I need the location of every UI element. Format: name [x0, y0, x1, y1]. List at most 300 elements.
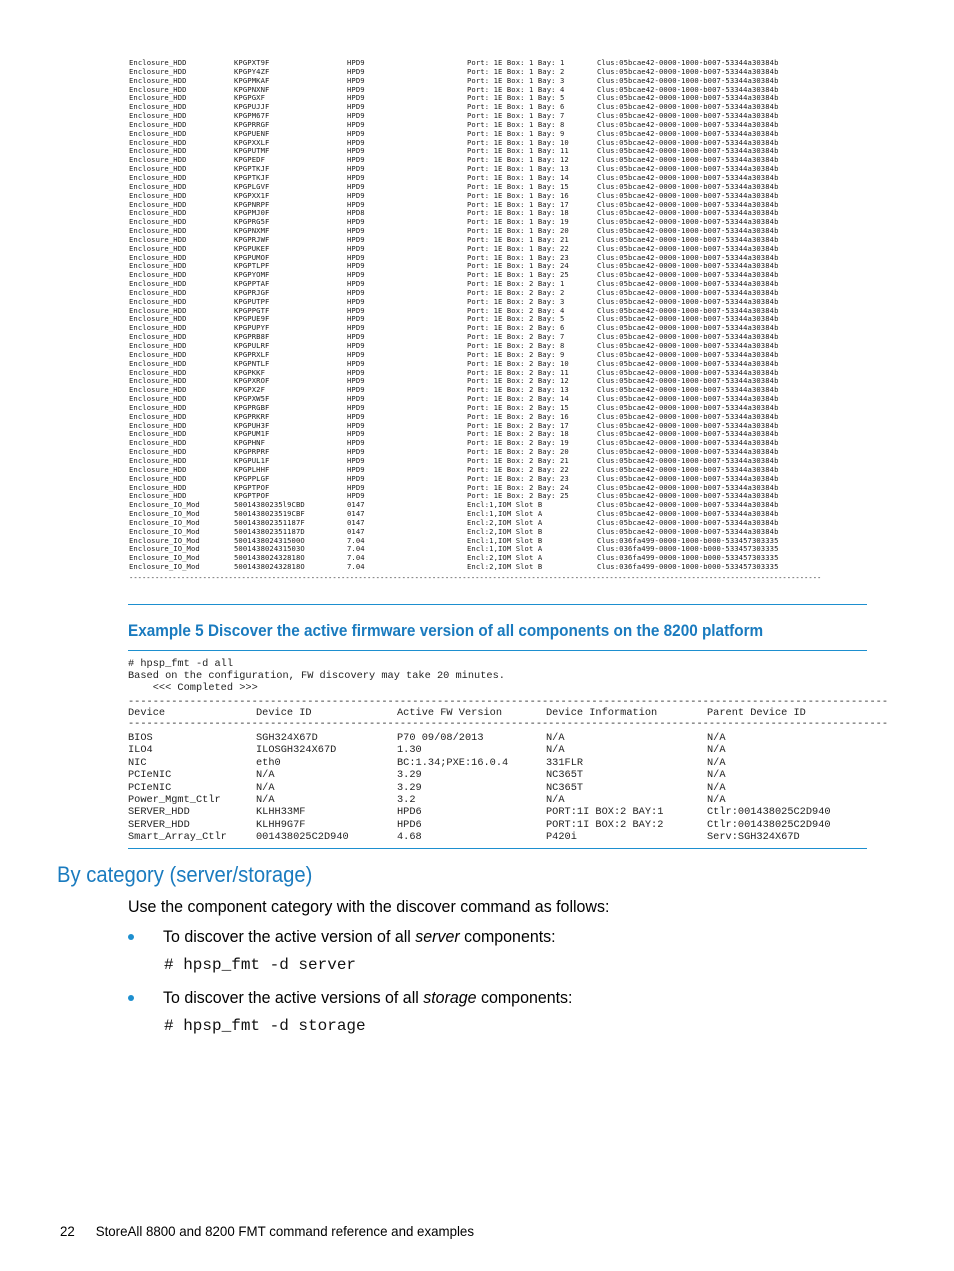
- header-parent-device-id: Parent Device ID: [707, 707, 806, 719]
- listing-cell-location: Port: 1E Box: 2 Bay: 15: [467, 402, 569, 412]
- listing-cell-fw: HPD9: [347, 146, 365, 156]
- listing-cell-cluster: Clus:036fa499-0000-1000-b000-533457303335: [597, 535, 779, 545]
- listing-cell-fw: HPD9: [347, 119, 365, 129]
- listing-cell-fw: 0147: [347, 509, 365, 519]
- listing-cell-serial: KPGPUJJF: [234, 102, 270, 112]
- listing-cell-type: Enclosure_HDD: [129, 358, 187, 368]
- listing-cell-serial: KPGPXXLF: [234, 137, 270, 147]
- bullet-storage-text: To discover the active versions of all storage components:: [163, 988, 573, 1007]
- listing-cell-type: Enclosure_HDD: [129, 305, 187, 315]
- listing-cell-location: Port: 1E Box: 2 Bay: 22: [467, 464, 569, 474]
- listing-cell-fw: HPD9: [347, 358, 365, 368]
- listing-dashed-separator: ----------------------------------------------------------------------------------------------------------------------------------------------------------------: [129, 573, 822, 582]
- listing-cell-fw: HPD9: [347, 376, 365, 386]
- listing-cell-serial: KPGPUENF: [234, 128, 270, 138]
- table-dashes-top: ---------------------------------------------------------------------------------------------------------------------------: [128, 696, 889, 708]
- header-device: Device: [128, 707, 166, 719]
- listing-cell-cluster: Clus:05bcae42-0000-1000-b007-53344a30384b: [597, 111, 779, 121]
- listing-cell-serial: KPGPYOMF: [234, 270, 270, 280]
- listing-cell-type: Enclosure_HDD: [129, 66, 187, 76]
- listing-cell-type: Enclosure_HDD: [129, 84, 187, 94]
- listing-cell-location: Port: 1E Box: 2 Bay: 19: [467, 438, 569, 448]
- listing-cell-type: Enclosure_HDD: [129, 137, 187, 147]
- listing-cell-cluster: Clus:05bcae42-0000-1000-b007-53344a30384b: [597, 402, 779, 412]
- listing-cell-location: Port: 1E Box: 2 Bay: 20: [467, 447, 569, 457]
- listing-cell-cluster: Clus:05bcae42-0000-1000-b007-53344a30384b: [597, 226, 779, 236]
- cell-device-id: N/A: [256, 781, 275, 794]
- listing-cell-fw: HPD9: [347, 137, 365, 147]
- listing-cell-cluster: Clus:05bcae42-0000-1000-b007-53344a30384b: [597, 305, 779, 315]
- cell-device: PCIeNIC: [128, 769, 172, 782]
- listing-cell-cluster: Clus:05bcae42-0000-1000-b007-53344a30384b: [597, 128, 779, 138]
- example-bottom-rule: [128, 848, 867, 849]
- command-server: # hpsp_fmt -d server: [164, 956, 357, 974]
- listing-cell-location: Port: 1E Box: 1 Bay: 1: [467, 58, 565, 67]
- listing-cell-type: Enclosure_HDD: [129, 429, 187, 439]
- listing-cell-type: Enclosure_IO_Mod: [129, 544, 200, 554]
- page-number: 22: [60, 1223, 75, 1239]
- listing-cell-type: Enclosure_HDD: [129, 314, 187, 324]
- listing-rows: [129, 59, 869, 572]
- table-row: [128, 732, 867, 744]
- listing-cell-cluster: Clus:05bcae42-0000-1000-b007-53344a30384b: [597, 491, 779, 501]
- cell-device-info: P420i: [546, 831, 577, 844]
- listing-cell-type: Enclosure_IO_Mod: [129, 500, 200, 510]
- listing-cell-serial: KPGPUMOF: [234, 252, 270, 262]
- listing-cell-cluster: Clus:05bcae42-0000-1000-b007-53344a30384b: [597, 464, 779, 474]
- listing-cell-fw: HPD9: [347, 84, 365, 94]
- cell-parent-id: Ctlr:001438025C2D940: [707, 806, 831, 819]
- listing-cell-serial: KPGPLGVF: [234, 181, 270, 191]
- listing-cell-type: Enclosure_HDD: [129, 402, 187, 412]
- listing-cell-location: Port: 1E Box: 2 Bay: 4: [467, 305, 565, 315]
- listing-cell-location: Port: 1E Box: 2 Bay: 10: [467, 358, 569, 368]
- listing-cell-cluster: Clus:05bcae42-0000-1000-b007-53344a30384b: [597, 314, 779, 324]
- listing-cell-serial: KPGPUKEF: [234, 243, 270, 253]
- listing-cell-cluster: Clus:05bcae42-0000-1000-b007-53344a30384b: [597, 420, 779, 430]
- listing-cell-location: Port: 1E Box: 1 Bay: 15: [467, 181, 569, 191]
- listing-cell-location: Port: 1E Box: 2 Bay: 5: [467, 314, 565, 324]
- listing-cell-cluster: Clus:05bcae42-0000-1000-b007-53344a30384b: [597, 473, 779, 483]
- listing-cell-cluster: Clus:05bcae42-0000-1000-b007-53344a30384b: [597, 164, 779, 174]
- listing-cell-serial: KPGPM67F: [234, 111, 270, 121]
- table-row: [128, 744, 867, 756]
- listing-cell-type: Enclosure_HDD: [129, 252, 187, 262]
- cell-fw-version: 3.2: [397, 794, 416, 806]
- listing-cell-cluster: Clus:05bcae42-0000-1000-b007-53344a30384b: [597, 349, 779, 359]
- table-row: [128, 757, 867, 769]
- listing-cell-fw: 7.04: [347, 544, 365, 554]
- listing-cell-location: Port: 1E Box: 1 Bay: 19: [467, 217, 569, 227]
- table-row: [128, 831, 867, 843]
- listing-row: [129, 563, 869, 572]
- listing-cell-fw: HPD9: [347, 482, 365, 492]
- listing-cell-location: Port: 1E Box: 2 Bay: 13: [467, 385, 569, 395]
- listing-cell-cluster: Clus:05bcae42-0000-1000-b007-53344a30384b: [597, 385, 779, 395]
- listing-cell-cluster: Clus:05bcae42-0000-1000-b007-53344a30384b: [597, 323, 779, 333]
- listing-cell-type: Enclosure_HDD: [129, 199, 187, 209]
- listing-cell-serial: 50014380235l9CBD: [234, 500, 305, 510]
- listing-cell-type: Enclosure_HDD: [129, 243, 187, 253]
- cell-device-id: N/A: [256, 794, 275, 806]
- listing-cell-type: Enclosure_IO_Mod: [129, 509, 200, 519]
- cell-device: NIC: [128, 756, 147, 769]
- listing-cell-location: Port: 1E Box: 1 Bay: 25: [467, 270, 569, 280]
- listing-cell-type: Enclosure_HDD: [129, 447, 187, 457]
- listing-cell-location: Port: 1E Box: 1 Bay: 10: [467, 137, 569, 147]
- listing-cell-fw: HPD9: [347, 323, 365, 333]
- listing-cell-fw: HPD9: [347, 234, 365, 244]
- listing-cell-type: Enclosure_HDD: [129, 58, 187, 67]
- listing-cell-fw: HPD9: [347, 181, 365, 191]
- listing-cell-fw: HPD9: [347, 491, 365, 501]
- page-footer: [60, 1223, 474, 1239]
- listing-cell-cluster: Clus:05bcae42-0000-1000-b007-53344a30384b: [597, 190, 779, 200]
- listing-cell-cluster: Clus:05bcae42-0000-1000-b007-53344a30384b: [597, 394, 779, 404]
- listing-cell-fw: HPD9: [347, 75, 365, 85]
- listing-cell-cluster: Clus:05bcae42-0000-1000-b007-53344a30384b: [597, 137, 779, 147]
- table-row: [128, 769, 867, 781]
- listing-cell-fw: HPD9: [347, 243, 365, 253]
- listing-cell-type: Enclosure_HDD: [129, 473, 187, 483]
- listing-cell-location: Port: 1E Box: 2 Bay: 24: [467, 482, 569, 492]
- listing-cell-type: Enclosure_IO_Mod: [129, 553, 200, 563]
- listing-cell-serial: KPGPRGBF: [234, 402, 270, 412]
- listing-cell-location: Port: 1E Box: 1 Bay: 5: [467, 93, 565, 103]
- listing-cell-location: Port: 1E Box: 1 Bay: 17: [467, 199, 569, 209]
- cell-device: BIOS: [128, 732, 153, 744]
- listing-cell-location: Port: 1E Box: 1 Bay: 6: [467, 102, 565, 112]
- listing-cell-cluster: Clus:05bcae42-0000-1000-b007-53344a30384b: [597, 270, 779, 280]
- listing-cell-fw: HPD9: [347, 367, 365, 377]
- listing-cell-serial: KPGPTPOF: [234, 482, 270, 492]
- listing-cell-fw: 0147: [347, 517, 365, 527]
- listing-cell-cluster: Clus:05bcae42-0000-1000-b007-53344a30384b: [597, 58, 779, 67]
- listing-cell-serial: KPGPMJ0F: [234, 208, 270, 218]
- listing-cell-location: Port: 1E Box: 1 Bay: 23: [467, 252, 569, 262]
- listing-cell-serial: KPGPUL1F: [234, 455, 270, 465]
- cell-device-id: N/A: [256, 769, 275, 782]
- listing-cell-fw: HPD9: [347, 341, 365, 350]
- listing-cell-serial: KPGPGXF: [234, 93, 265, 103]
- cell-parent-id: N/A: [707, 756, 726, 769]
- section-title: By category (server/storage): [57, 862, 313, 887]
- listing-cell-location: Port: 1E Box: 2 Bay: 8: [467, 341, 565, 350]
- listing-cell-serial: KPGPNTLF: [234, 358, 270, 368]
- listing-cell-fw: HPD9: [347, 199, 365, 209]
- listing-cell-cluster: Clus:05bcae42-0000-1000-b007-53344a30384b: [597, 500, 779, 510]
- listing-cell-fw: HPD9: [347, 447, 365, 457]
- listing-cell-cluster: Clus:05bcae42-0000-1000-b007-53344a30384b: [597, 332, 779, 342]
- cell-device-id: KLHH33MF: [256, 806, 306, 819]
- listing-cell-location: Port: 1E Box: 2 Bay: 2: [467, 287, 565, 297]
- listing-cell-location: Encl:1,IOM Slot A: [467, 509, 543, 519]
- listing-cell-cluster: Clus:05bcae42-0000-1000-b007-53344a30384b: [597, 429, 779, 439]
- footer-title: StoreAll 8800 and 8200 FMT command reference and examples: [95, 1223, 474, 1239]
- listing-cell-fw: HPD9: [347, 420, 365, 430]
- listing-cell-serial: KPGPTKJF: [234, 172, 270, 182]
- listing-cell-location: Port: 1E Box: 2 Bay: 16: [467, 411, 569, 421]
- cell-device-info: PORT:1I BOX:2 BAY:2: [546, 818, 664, 831]
- listing-cell-location: Port: 1E Box: 1 Bay: 2: [467, 66, 565, 76]
- example-title-rule: [128, 650, 867, 651]
- listing-cell-location: Encl:2,IOM Slot A: [467, 553, 543, 563]
- listing-cell-location: Port: 1E Box: 1 Bay: 9: [467, 128, 565, 138]
- listing-cell-fw: HPD9: [347, 190, 365, 200]
- cell-parent-id: N/A: [707, 781, 726, 794]
- cell-device-id: KLHH9G7F: [256, 818, 306, 831]
- listing-cell-cluster: Clus:05bcae42-0000-1000-b007-53344a30384b: [597, 181, 779, 191]
- listing-cell-type: Enclosure_HDD: [129, 482, 187, 492]
- listing-cell-cluster: Clus:05bcae42-0000-1000-b007-53344a30384b: [597, 93, 779, 103]
- listing-cell-type: Enclosure_HDD: [129, 217, 187, 227]
- listing-cell-serial: KPGPUM1F: [234, 429, 270, 439]
- listing-cell-serial: KPGPRXLF: [234, 349, 270, 359]
- cell-device-id: SGH324X67D: [256, 732, 318, 744]
- listing-cell-cluster: Clus:05bcae42-0000-1000-b007-53344a30384b: [597, 146, 779, 156]
- listing-cell-fw: HPD9: [347, 155, 365, 165]
- listing-cell-fw: HPD9: [347, 385, 365, 395]
- listing-cell-cluster: Clus:05bcae42-0000-1000-b007-53344a30384b: [597, 509, 779, 519]
- listing-cell-serial: KPGPPGTF: [234, 305, 270, 315]
- listing-cell-serial: KPGPRJWF: [234, 234, 270, 244]
- listing-cell-fw: HPD9: [347, 349, 365, 359]
- listing-cell-type: Enclosure_HDD: [129, 367, 187, 377]
- listing-cell-location: Port: 1E Box: 1 Bay: 20: [467, 226, 569, 236]
- cell-parent-id: N/A: [707, 744, 726, 757]
- listing-cell-serial: KPGPKKF: [234, 367, 265, 377]
- listing-cell-serial: 500143802351187F: [234, 517, 305, 527]
- cell-parent-id: N/A: [707, 732, 726, 744]
- cell-device-info: NC365T: [546, 781, 584, 794]
- listing-cell-cluster: Clus:05bcae42-0000-1000-b007-53344a30384b: [597, 482, 779, 492]
- listing-cell-location: Port: 1E Box: 1 Bay: 13: [467, 164, 569, 174]
- listing-cell-serial: KPGPX2F: [234, 385, 265, 395]
- listing-cell-type: Enclosure_HDD: [129, 146, 187, 156]
- listing-cell-type: Enclosure_HDD: [129, 464, 187, 474]
- section-intro: Use the component category with the discover command as follows:: [128, 897, 610, 916]
- listing-cell-type: Enclosure_HDD: [129, 438, 187, 448]
- listing-cell-fw: HPD9: [347, 226, 365, 236]
- listing-cell-type: Enclosure_HDD: [129, 323, 187, 333]
- listing-cell-cluster: Clus:05bcae42-0000-1000-b007-53344a30384b: [597, 526, 779, 536]
- listing-cell-serial: KPGPRB8F: [234, 332, 270, 342]
- cell-device-id: eth0: [256, 756, 281, 769]
- listing-cell-fw: HPD9: [347, 314, 365, 324]
- listing-cell-cluster: Clus:05bcae42-0000-1000-b007-53344a30384b: [597, 341, 779, 350]
- listing-cell-type: Enclosure_HDD: [129, 234, 187, 244]
- listing-cell-fw: HPD9: [347, 111, 365, 121]
- cell-parent-id: N/A: [707, 794, 726, 806]
- listing-cell-type: Enclosure_HDD: [129, 155, 187, 165]
- listing-cell-cluster: Clus:05bcae42-0000-1000-b007-53344a30384b: [597, 66, 779, 76]
- listing-cell-location: Port: 1E Box: 2 Bay: 6: [467, 323, 565, 333]
- listing-cell-type: Enclosure_HDD: [129, 491, 187, 501]
- listing-cell-fw: HPD9: [347, 296, 365, 306]
- listing-cell-type: Enclosure_HDD: [129, 208, 187, 218]
- listing-cell-type: Enclosure_HDD: [129, 376, 187, 386]
- header-active-fw-version: Active FW Version: [397, 707, 503, 719]
- listing-cell-serial: 500143802351187D: [234, 526, 305, 536]
- cell-device-info: N/A: [546, 732, 565, 744]
- listing-cell-type: Enclosure_HDD: [129, 270, 187, 280]
- listing-cell-serial: KPGPTPOF: [234, 491, 270, 501]
- listing-cell-location: Port: 1E Box: 2 Bay: 25: [467, 491, 569, 501]
- listing-cell-fw: 7.04: [347, 553, 365, 563]
- listing-cell-type: Enclosure_HDD: [129, 287, 187, 297]
- listing-cell-fw: HPD9: [347, 270, 365, 280]
- listing-cell-type: Enclosure_HDD: [129, 164, 187, 174]
- listing-cell-serial: KPGPXW5F: [234, 394, 270, 404]
- listing-cell-serial: KPGPUH3F: [234, 420, 270, 430]
- listing-cell-fw: 0147: [347, 500, 365, 510]
- listing-cell-location: Port: 1E Box: 2 Bay: 11: [467, 367, 569, 377]
- listing-cell-cluster: Clus:05bcae42-0000-1000-b007-53344a30384b: [597, 119, 779, 129]
- listing-cell-cluster: Clus:05bcae42-0000-1000-b007-53344a30384b: [597, 243, 779, 253]
- listing-cell-serial: KPGPUTMF: [234, 146, 270, 156]
- listing-cell-location: Port: 1E Box: 1 Bay: 16: [467, 190, 569, 200]
- listing-cell-cluster: Clus:05bcae42-0000-1000-b007-53344a30384b: [597, 199, 779, 209]
- listing-cell-type: Enclosure_HDD: [129, 93, 187, 103]
- cell-device-info: N/A: [546, 794, 565, 806]
- table-row: [128, 819, 867, 831]
- code-completed-line: <<< Completed >>>: [128, 682, 258, 694]
- listing-cell-location: Port: 1E Box: 1 Bay: 4: [467, 84, 565, 94]
- listing-cell-cluster: Clus:05bcae42-0000-1000-b007-53344a30384b: [597, 84, 779, 94]
- listing-cell-fw: HPD9: [347, 93, 365, 103]
- listing-cell-cluster: Clus:05bcae42-0000-1000-b007-53344a30384b: [597, 208, 779, 218]
- listing-cell-type: Enclosure_IO_Mod: [129, 562, 200, 572]
- example-top-rule: [128, 604, 867, 605]
- listing-cell-fw: HPD9: [347, 164, 365, 174]
- listing-cell-location: Port: 1E Box: 2 Bay: 1: [467, 279, 565, 289]
- cell-fw-version: 1.30: [397, 744, 422, 757]
- listing-cell-fw: HPD9: [347, 438, 365, 448]
- cell-device: Power_Mgmt_Ctlr: [128, 794, 221, 806]
- listing-cell-serial: KPGPMKAF: [234, 75, 270, 85]
- listing-cell-serial: 500143802431500O: [234, 535, 305, 545]
- listing-cell-cluster: Clus:05bcae42-0000-1000-b007-53344a30384b: [597, 358, 779, 368]
- bullet-dot-icon: [128, 995, 134, 1001]
- cell-device: SERVER_HDD: [128, 806, 190, 819]
- cell-fw-version: 4.68: [397, 831, 422, 844]
- cell-device-id: ILOSGH324X67D: [256, 744, 337, 757]
- listing-cell-cluster: Clus:05bcae42-0000-1000-b007-53344a30384b: [597, 102, 779, 112]
- listing-cell-type: Enclosure_IO_Mod: [129, 517, 200, 527]
- listing-cell-cluster: Clus:036fa499-0000-1000-b000-533457303335: [597, 562, 779, 572]
- listing-cell-type: Enclosure_HDD: [129, 341, 187, 350]
- table-dashes-bottom: ---------------------------------------------------------------------------------------------------------------------------: [128, 718, 889, 730]
- listing-cell-serial: KPGPUTPF: [234, 296, 270, 306]
- listing-cell-fw: 7.04: [347, 535, 365, 545]
- listing-cell-serial: KPGPHNF: [234, 438, 265, 448]
- listing-cell-location: Port: 1E Box: 2 Bay: 14: [467, 394, 569, 404]
- listing-cell-location: Port: 1E Box: 2 Bay: 7: [467, 332, 565, 342]
- listing-cell-serial: KPGPRG5F: [234, 217, 270, 227]
- listing-cell-serial: KPGPNXMF: [234, 226, 270, 236]
- listing-cell-cluster: Clus:05bcae42-0000-1000-b007-53344a30384b: [597, 217, 779, 227]
- cell-parent-id: Serv:SGH324X67D: [707, 831, 800, 844]
- listing-cell-serial: 500143802431503O: [234, 544, 305, 554]
- cell-device-id: 001438025C2D940: [256, 831, 349, 844]
- listing-cell-location: Port: 1E Box: 1 Bay: 3: [467, 75, 565, 85]
- listing-cell-fw: HPD9: [347, 66, 365, 76]
- listing-cell-location: Port: 1E Box: 1 Bay: 18: [467, 208, 569, 218]
- example-title: Example 5 Discover the active firmware version of all components on the 8200 platform: [128, 621, 764, 640]
- listing-cell-location: Port: 1E Box: 1 Bay: 14: [467, 172, 569, 182]
- listing-cell-fw: HPD9: [347, 473, 365, 483]
- cell-fw-version: BC:1.34;PXE:16.0.4: [397, 756, 509, 769]
- listing-cell-location: Port: 1E Box: 1 Bay: 7: [467, 111, 565, 121]
- listing-cell-fw: HPD9: [347, 305, 365, 315]
- listing-cell-serial: KPGPY4ZF: [234, 66, 270, 76]
- listing-cell-type: Enclosure_HDD: [129, 190, 187, 200]
- table-row: [128, 782, 867, 794]
- listing-cell-fw: HPD9: [347, 464, 365, 474]
- listing-cell-serial: KPGPXX1F: [234, 190, 270, 200]
- listing-cell-cluster: Clus:05bcae42-0000-1000-b007-53344a30384b: [597, 252, 779, 262]
- table-row: [128, 794, 867, 806]
- listing-cell-serial: KPGPRPRF: [234, 447, 270, 457]
- listing-cell-type: Enclosure_HDD: [129, 119, 187, 129]
- listing-cell-cluster: Clus:05bcae42-0000-1000-b007-53344a30384b: [597, 447, 779, 457]
- listing-cell-type: Enclosure_HDD: [129, 75, 187, 85]
- listing-cell-type: Enclosure_HDD: [129, 332, 187, 342]
- header-device-information: Device Information: [546, 707, 658, 719]
- listing-cell-fw: HPD9: [347, 402, 365, 412]
- listing-cell-fw: HPD9: [347, 58, 365, 67]
- listing-cell-cluster: Clus:05bcae42-0000-1000-b007-53344a30384b: [597, 296, 779, 306]
- listing-cell-type: Enclosure_IO_Mod: [129, 535, 200, 545]
- listing-cell-serial: KPGPEDF: [234, 155, 265, 165]
- listing-cell-location: Port: 1E Box: 2 Bay: 3: [467, 296, 565, 306]
- listing-cell-fw: HPD9: [347, 287, 365, 297]
- listing-cell-type: Enclosure_HDD: [129, 261, 187, 271]
- cell-device-info: 331FLR: [546, 756, 584, 769]
- listing-cell-location: Encl:2,IOM Slot A: [467, 517, 543, 527]
- listing-cell-cluster: Clus:05bcae42-0000-1000-b007-53344a30384b: [597, 234, 779, 244]
- listing-cell-fw: HPD9: [347, 279, 365, 289]
- listing-cell-location: Port: 1E Box: 2 Bay: 21: [467, 455, 569, 465]
- listing-cell-fw: 7.04: [347, 562, 365, 572]
- bullet-server-text: To discover the active version of all server components:: [163, 927, 556, 946]
- cell-device-info: N/A: [546, 744, 565, 757]
- listing-cell-type: Enclosure_HDD: [129, 279, 187, 289]
- cell-fw-version: HPD6: [397, 818, 422, 831]
- listing-cell-serial: KPGPUPYF: [234, 323, 270, 333]
- listing-cell-type: Enclosure_HDD: [129, 172, 187, 182]
- listing-cell-serial: KPGPXT9F: [234, 58, 270, 67]
- listing-cell-cluster: Clus:05bcae42-0000-1000-b007-53344a30384b: [597, 517, 779, 527]
- listing-cell-serial: KPGPUE9F: [234, 314, 270, 324]
- listing-cell-serial: KPGPRRGF: [234, 119, 270, 129]
- listing-cell-fw: HPD9: [347, 217, 365, 227]
- listing-cell-location: Port: 1E Box: 1 Bay: 21: [467, 234, 569, 244]
- listing-cell-location: Port: 1E Box: 1 Bay: 12: [467, 155, 569, 165]
- listing-cell-serial: KPGPNRPF: [234, 199, 270, 209]
- code-command-line: # hpsp_fmt -d all: [128, 658, 234, 670]
- listing-cell-type: Enclosure_HDD: [129, 226, 187, 236]
- listing-cell-serial: KPGPRJGF: [234, 287, 270, 297]
- listing-cell-type: Enclosure_IO_Mod: [129, 526, 200, 536]
- enclosure-listing-screenshot: [129, 58, 869, 582]
- listing-cell-location: Port: 1E Box: 1 Bay: 24: [467, 261, 569, 271]
- listing-cell-cluster: Clus:036fa499-0000-1000-b000-533457303335: [597, 544, 779, 554]
- listing-cell-type: Enclosure_HDD: [129, 128, 187, 138]
- listing-cell-type: Enclosure_HDD: [129, 420, 187, 430]
- listing-cell-location: Port: 1E Box: 1 Bay: 8: [467, 119, 565, 129]
- listing-cell-location: Port: 1E Box: 1 Bay: 22: [467, 243, 569, 253]
